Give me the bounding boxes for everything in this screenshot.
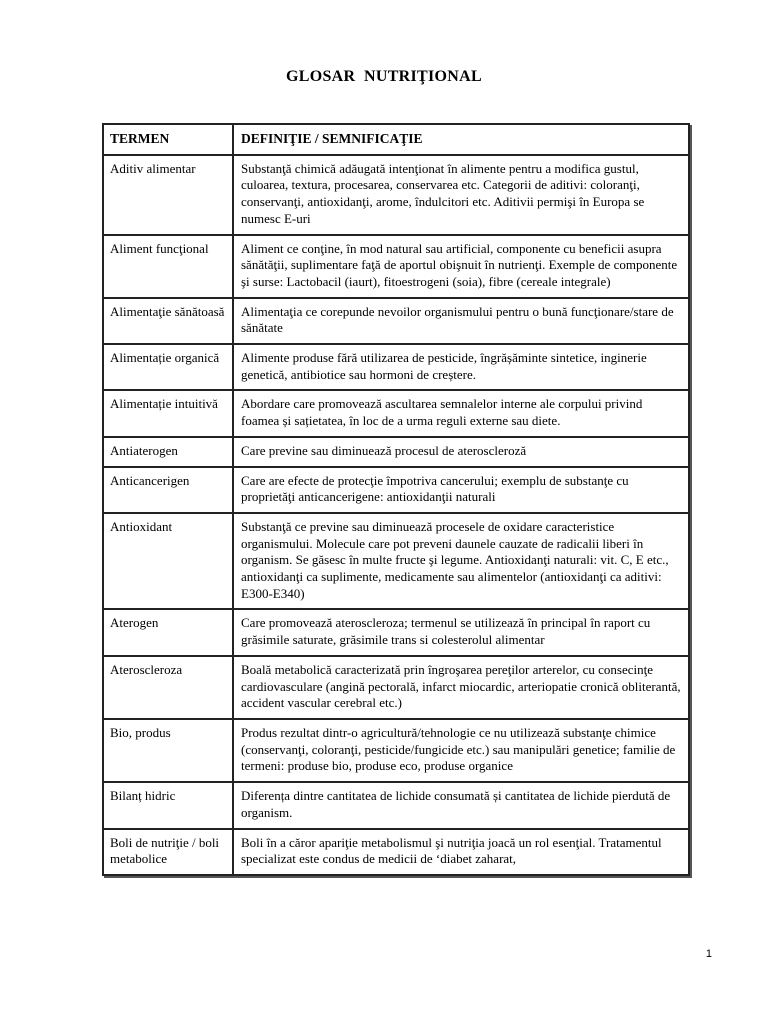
term-column-header: TERMEN <box>104 125 234 154</box>
definition-cell: Substanţă ce previne sau diminuează procesele de oxidare caracteristice organismului. Molecule care pot preveni daunele cauzate de radicalii liberi în organism. Se găsesc în multe fructe şi legume. Antioxidanţi naturali: vit. C, E etc., antioxidanţi ca suplimente, medicamente sau alimentelor (antioxidanţi ca aditivi: E300-E340) <box>241 518 669 601</box>
term-cell: Alimentație intuitivă <box>104 391 234 435</box>
term-cell: Aterogen <box>104 610 234 654</box>
glossary-table <box>102 123 690 876</box>
table-row <box>104 514 688 611</box>
table-row <box>104 236 688 299</box>
term-cell: Antiaterogen <box>104 438 234 466</box>
definition-cell: Diferența dintre cantitatea de lichide consumată și cantitatea de lichide pierdută de organism. <box>241 788 671 820</box>
definition-cell: Produs rezultat dintr-o agricultură/tehnologie ce nu utilizează substanţe chimice (conservanţi, coloranţi, pesticide/fungicide etc.) sau manipulări genetice; familie de termeni: produse bio, produse eco, produse organice <box>241 724 676 774</box>
table-row <box>104 156 688 236</box>
definition-cell: Alimente produse fără utilizarea de pesticide, îngrășăminte sintetice, inginerie genetică, antibiotice sau hormoni de creștere. <box>241 350 647 382</box>
table-row <box>104 345 688 391</box>
table-row <box>104 468 688 514</box>
term-cell: Aditiv alimentar <box>104 156 234 234</box>
term-cell: Ateroscleroza <box>104 657 234 718</box>
table-row <box>104 391 688 437</box>
table-row <box>104 438 688 468</box>
definition-cell: Substanţă chimică adăugată intenţionat în alimente pentru a modifica gustul, culoarea, textura, procesarea, conservarea etc. Categorii de aditivi: coloranţi, conservanţi, antioxidanţi, arome, îndulcitori etc. Aditivii permişi în Europa se numesc E-uri <box>241 160 645 226</box>
page-number: 1 <box>705 948 712 960</box>
definition-cell: Abordare care promovează ascultarea semnalelor interne ale corpului privind foamea și sațietatea, în loc de a urma reguli externe sau diete. <box>241 396 643 429</box>
table-row <box>104 783 688 829</box>
definition-cell: Care promovează ateroscleroza; termenul se utilizează în principal în raport cu grăsimile saturate, grăsimile trans si colesterolul alimentar <box>241 615 651 648</box>
term-cell: Bio, produs <box>104 720 234 781</box>
table-header-row <box>104 125 688 156</box>
table-row <box>104 610 688 656</box>
term-cell: Boli de nutriţie / boli metabolice <box>104 830 234 874</box>
term-cell: Bilanț hidric <box>104 783 234 827</box>
definition-cell: Boală metabolică caracterizată prin îngroşarea pereţilor arterelor, cu consecinţe cardiovasculare (angină pectorală, infarct miocardic, arteriopatie cronică obliterantă, accident vascular cerebral etc.) <box>241 661 681 711</box>
definition-cell: Boli în a căror apariţie metabolismul şi nutriţia joacă un rol esenţial. Tratamentul specializat este condus de medicii de ‘diabet zaharat, <box>241 834 662 867</box>
term-cell: Alimentație organică <box>104 345 234 389</box>
definition-cell: Care are efecte de protecţie împotriva cancerului; exemplu de substanţe cu proprietăţi anticancerigene: antioxidanţii naturali <box>241 472 629 505</box>
term-cell: Aliment funcţional <box>104 236 234 297</box>
term-cell: Anticancerigen <box>104 468 234 512</box>
term-cell: Antioxidant <box>104 514 234 609</box>
definition-cell: Care previne sau diminuează procesul de ateroscleroză <box>241 442 527 458</box>
table-row <box>104 299 688 345</box>
document-title: GLOSAR NUTRIŢIONAL <box>286 68 482 85</box>
term-cell: Alimentaţie sănătoasă <box>104 299 234 343</box>
table-row <box>104 657 688 720</box>
definition-cell: Aliment ce conţine, în mod natural sau artificial, componente cu beneficii asupra sănătăţii, suplimentare faţă de aportul obişnuit în nutrienţi. Exemple de componente şi surse: Lactobacil (iaurt), fitoestrogeni (soia), fibre (cereale integrale) <box>241 240 678 289</box>
table-row <box>104 720 688 783</box>
definition-column-header: DEFINIŢIE / SEMNIFICAŢIE <box>241 131 423 146</box>
table-row <box>104 830 688 874</box>
definition-cell: Alimentaţia ce corepunde nevoilor organismului pentru o bună funcţionare/stare de sănătate <box>241 303 674 336</box>
